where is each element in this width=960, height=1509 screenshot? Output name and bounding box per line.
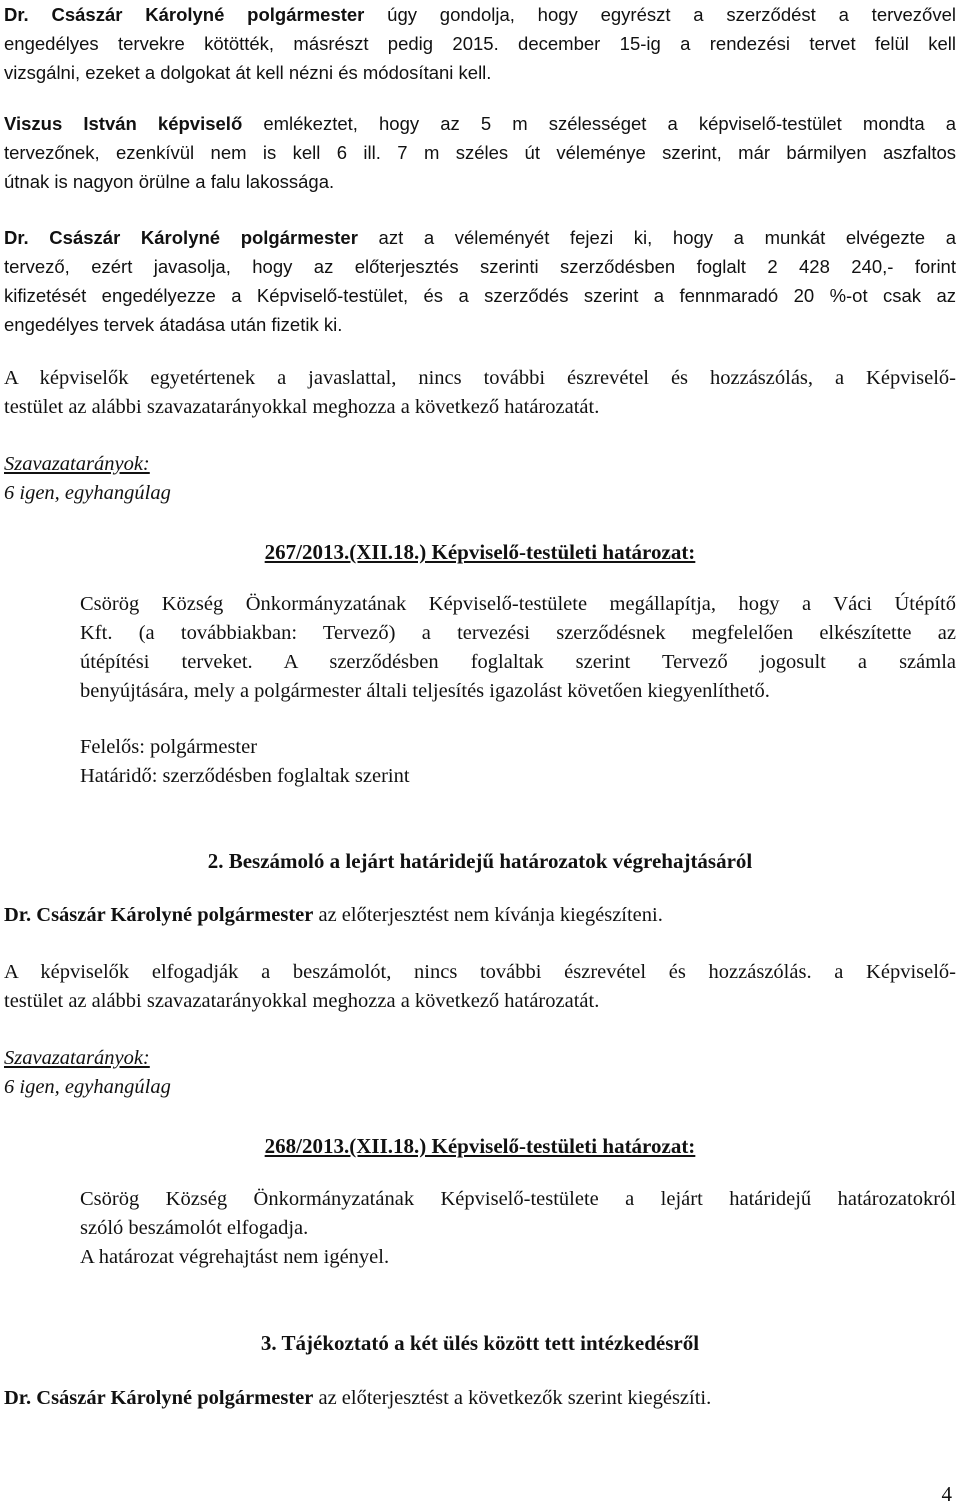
resolution-268-title: 268/2013.(XII.18.) Képviselő-testületi határozat: xyxy=(264,1134,696,1158)
text-line xyxy=(4,1384,956,1413)
paragraph-vote-intro-2 xyxy=(4,958,956,1016)
text-line xyxy=(4,223,956,252)
text-line: kifizetését engedélyezze a Képviselő-testület, és a szerződés szerint a fennmaradó 20 %-ot csak az xyxy=(4,285,956,306)
text-span: azt a véleményét fejezi ki, hogy a munkát elvégezte a xyxy=(357,227,957,248)
section-3-title: 3. Tájékoztató a két ülés között tett intézkedésről xyxy=(260,1331,700,1355)
text-line xyxy=(4,901,956,930)
text-span: az előterjesztést a következők szerint kiegészíti. xyxy=(313,1387,712,1409)
paragraph-mayor-no-addition xyxy=(4,901,956,930)
paragraph-mayor-opinion-1 xyxy=(4,0,956,87)
text-span: emlékeztet, hogy az 5 m szélességet a képviselő-testület mondta a xyxy=(242,113,956,134)
vote-ratio-block-2 xyxy=(4,1044,956,1102)
vote-ratio-block-1 xyxy=(4,450,956,508)
resolution-267-title: 267/2013.(XII.18.) Képviselő-testületi határozat: xyxy=(264,540,696,564)
text-line: benyújtására, mely a polgármester általi teljesítés igazolást követően kiegyenlíthető. xyxy=(80,680,770,702)
resolution-267-responsibility xyxy=(80,733,956,791)
text-line: útépítési terveket. A szerződésben foglaltak szerint Tervező jogosult a számla xyxy=(80,651,956,673)
resolution-267-body xyxy=(80,590,956,706)
deadline: Határidő: szerződésben foglaltak szerint xyxy=(80,765,410,787)
text-line: A határozat végrehajtást nem igényel. xyxy=(80,1246,390,1268)
text-line: engedélyes tervek átadása után fizetik ki. xyxy=(4,314,343,335)
page-number: 4 xyxy=(941,1482,952,1506)
vote-label: Szavazatarányok: xyxy=(4,1047,150,1069)
vote-label: Szavazatarányok: xyxy=(4,453,150,475)
text-line: szóló beszámolót elfogadja. xyxy=(80,1217,309,1239)
text-line: tervező, ezért javasolja, hogy az előterjesztés szerinti szerződésben foglalt 2 428 240,- forint xyxy=(4,256,956,277)
text-span: az előterjesztést nem kívánja kiegészíteni. xyxy=(313,904,663,926)
paragraph-mayor-proposal xyxy=(4,223,956,339)
text-line: Csörög Község Önkormányzatának Képviselő-testülete a lejárt határidejű határozatokról xyxy=(80,1188,956,1210)
speaker-name: Viszus István képviselő xyxy=(4,113,243,134)
text-line: Kft. (a továbbiakban: Tervező) a tervezési szerződésnek megfelelően elkészítette az xyxy=(80,622,956,644)
text-line: testület az alábbi szavazatarányokkal meghozza a következő határozatát. xyxy=(4,990,600,1012)
text-span: úgy gondolja, hogy egyrészt a szerződést a tervezővel xyxy=(364,4,956,25)
text-line: Csörög Község Önkormányzatának Képviselő-testülete megállapítja, hogy a Váci Útépítő xyxy=(80,593,956,615)
text-line xyxy=(4,109,956,138)
section-2-title: 2. Beszámoló a lejárt határidejű határozatok végrehajtásáról xyxy=(207,849,753,873)
speaker-name: Dr. Császár Károlyné polgármester xyxy=(4,1387,314,1409)
text-line: A képviselők egyetértenek a javaslattal, nincs további észrevétel és hozzászólás, a Képviselő- xyxy=(4,367,956,389)
vote-result: 6 igen, egyhangúlag xyxy=(4,482,171,504)
text-line: testület az alábbi szavazatarányokkal meghozza a következő határozatát. xyxy=(4,396,600,418)
text-line: útnak is nagyon örülne a falu lakossága. xyxy=(4,171,335,192)
resolution-268-body xyxy=(80,1185,956,1272)
speaker-name: Dr. Császár Károlyné polgármester xyxy=(4,4,365,25)
vote-result: 6 igen, egyhangúlag xyxy=(4,1076,171,1098)
paragraph-representative-remark xyxy=(4,109,956,196)
text-line xyxy=(4,0,956,29)
text-line: engedélyes tervekre kötötték, másrészt pedig 2015. december 15-ig a rendezési tervet felül kell xyxy=(4,33,956,54)
speaker-name: Dr. Császár Károlyné polgármester xyxy=(4,227,358,248)
text-line: vizsgálni, ezeket a dolgokat át kell nézni és módosítani kell. xyxy=(4,62,492,83)
speaker-name: Dr. Császár Károlyné polgármester xyxy=(4,904,314,926)
paragraph-mayor-supplement xyxy=(4,1384,956,1413)
paragraph-vote-intro-1 xyxy=(4,364,956,422)
text-line: tervezőnek, ezenkívül nem is kell 6 ill. 7 m széles út véleménye szerint, már bármilyen aszfaltos xyxy=(4,142,956,163)
responsible-person: Felelős: polgármester xyxy=(80,736,258,758)
text-line: A képviselők elfogadják a beszámolót, nincs további észrevétel és hozzászólás. a Képviselő- xyxy=(4,961,956,983)
